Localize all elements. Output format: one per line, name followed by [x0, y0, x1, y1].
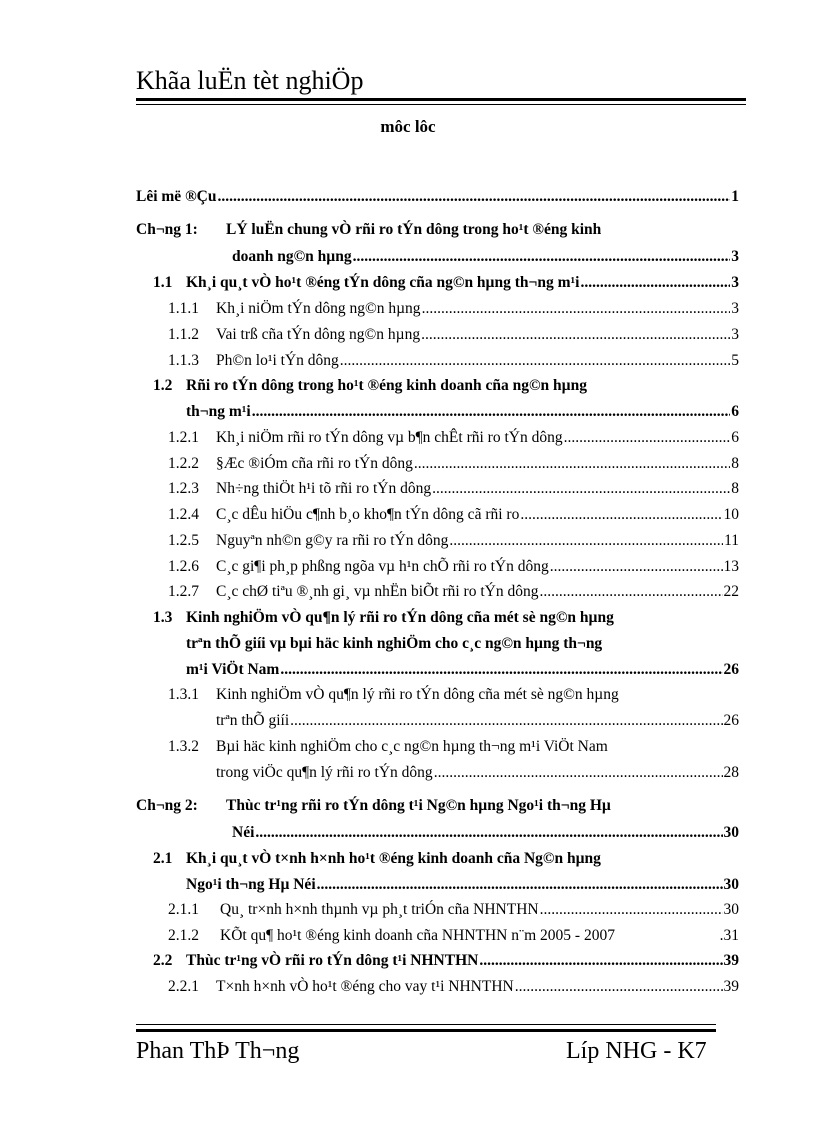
toc-page: 6 [731, 429, 739, 446]
toc-num: Ch¬ng 1: [136, 221, 198, 238]
toc-num: 1.3.2 [168, 738, 199, 755]
toc-num: 1.2 [153, 377, 173, 394]
toc-text: Rñi ro tÝn dông trong ho¹t ®éng kinh doanh cña ng©n hµng [186, 377, 587, 394]
toc-entry-1-2-3[interactable] [168, 478, 739, 500]
toc-entry-1-3[interactable] [153, 607, 739, 629]
toc-text: Kinh nghiÖm vÒ qu¶n lý rñi ro tÝn dông cña mét sè ng©n hµng [216, 686, 619, 703]
toc-text: Kh¸i niÖm tÝn dông ng©n hµng [216, 300, 421, 317]
toc-text: LÝ luËn chung vÒ rñi ro tÝn dông trong ho¹t ®éng kinh [226, 221, 602, 238]
toc-entry-2-1-1[interactable] [168, 899, 739, 921]
toc-text-cont: doanh ng©n hµng [232, 248, 352, 265]
toc-page: 11 [724, 532, 739, 549]
toc-entry-1-3-1[interactable] [168, 684, 739, 706]
toc-page: 3 [731, 248, 739, 265]
toc-entry-1-1-3[interactable] [168, 350, 739, 372]
toc-num: 1.2.5 [168, 532, 199, 549]
toc-page: .31 [719, 927, 739, 944]
toc-text: Kh¸i qu¸t vÒ ho¹t ®éng tÝn dông cña ng©n hµng th¬ng m¹i [186, 274, 580, 291]
toc-text: Kinh nghiÖm vÒ qu¶n lý rñi ro tÝn dông cña mét sè ng©n hµng [186, 609, 614, 626]
header-rule-thick [136, 98, 746, 101]
toc-text-cont: Néi [232, 824, 255, 841]
toc-entry-1-2-4[interactable] [168, 504, 739, 526]
toc-num: 1.2.6 [168, 558, 199, 575]
toc-entry-2-2-1[interactable] [168, 976, 739, 998]
toc-entry-1-2-cont[interactable] [186, 401, 739, 423]
footer-class: Líp NHG - K7 [566, 1038, 707, 1064]
toc-page: 6 [731, 403, 739, 420]
toc-num: 1.1.3 [168, 352, 199, 369]
toc-page: 28 [723, 764, 739, 781]
toc-num: 1.2.3 [168, 480, 199, 497]
toc-num: 1.3.1 [168, 686, 199, 703]
toc-num: Ch¬ng 2: [136, 797, 198, 814]
toc-page: 8 [731, 455, 739, 472]
toc-num: 1.3 [153, 609, 173, 626]
toc-page: 13 [723, 558, 739, 575]
toc-text: Ph©n lo¹i tÝn dông [216, 352, 339, 369]
toc-entry-1-1-1[interactable] [168, 298, 739, 320]
toc-num: 2.2 [153, 952, 173, 969]
toc-page: 1 [731, 188, 739, 205]
footer-rule-thin [136, 1024, 716, 1025]
toc-entry-chapter-1-cont[interactable] [232, 246, 739, 268]
toc-text: KÕt qu¶ ho¹t ®éng kinh doanh cña NHNTHN n¨m 2005 - 2007 [220, 927, 615, 944]
toc-num: 1.2.7 [168, 583, 199, 600]
toc-text: T×nh h×nh vÒ ho¹t ®éng cho vay t¹i NHNTHN [216, 978, 514, 995]
toc-num: 2.1.2 [168, 927, 199, 944]
toc-text: Nguyªn nh©n g©y ra rñi ro tÝn dông [216, 532, 449, 549]
toc-text-cont: th¬ng m¹i [186, 403, 251, 420]
toc-text: Thùc tr¹ng vÒ rñi ro tÝn dông t¹i NHNTHN [186, 952, 479, 969]
toc-text-cont: trong viÖc qu¶n lý rñi ro tÝn dông [216, 764, 433, 781]
toc-entry-1-2-2[interactable] [168, 453, 739, 475]
toc-page: 30 [723, 824, 739, 841]
toc-page: 26 [723, 661, 739, 678]
toc-text-cont: m¹i ViÖt Nam [186, 661, 280, 678]
toc-text: C¸c chØ tiªu ®¸nh gi¸ vµ nhËn biÕt rñi ro tÝn dông [216, 583, 539, 600]
toc-page: 10 [723, 506, 739, 523]
toc-num: 1.2.1 [168, 429, 199, 446]
toc-entry-2-1-cont[interactable] [186, 874, 739, 896]
toc-entry-1-1-2[interactable] [168, 324, 739, 346]
toc-page: 3 [731, 274, 739, 291]
toc-text: Kh¸i qu¸t vÒ t×nh h×nh ho¹t ®éng kinh doanh cña Ng©n hµng [186, 850, 601, 867]
toc-entry-chapter-1[interactable] [136, 219, 739, 241]
toc-entry-2-1-2[interactable] [168, 925, 739, 947]
toc-page: 30 [723, 901, 739, 918]
toc-page: 39 [723, 978, 739, 995]
toc-num: 1.2.2 [168, 455, 199, 472]
toc-page: 3 [731, 326, 739, 343]
toc-entry-1-2-7[interactable] [168, 581, 739, 603]
toc-entry-1-2[interactable] [153, 375, 739, 397]
toc-entry-1-3-cont[interactable] [186, 659, 739, 681]
toc-text: Lêi më ®Çu [136, 188, 217, 205]
toc-page: 30 [723, 876, 739, 893]
toc-entry-1-2-5[interactable] [168, 530, 739, 552]
toc-num: 1.2.4 [168, 506, 199, 523]
toc-text: Vai trß cña tÝn dông ng©n hµng [216, 326, 421, 343]
footer-rule-thick [136, 1029, 716, 1032]
toc-num: 1.1 [153, 274, 173, 291]
toc-entry-2-1[interactable] [153, 848, 739, 870]
toc-page: 8 [731, 480, 739, 497]
header-rule-thin [136, 104, 746, 105]
toc-entry-chapter-2-cont[interactable] [232, 822, 739, 844]
toc-entry-intro[interactable] [136, 186, 739, 208]
toc-num: 2.1 [153, 850, 173, 867]
toc-num: 1.1.1 [168, 300, 199, 317]
toc-entry-1-3-cont2[interactable] [186, 633, 739, 655]
toc-text: Bµi häc kinh nghiÖm cho c¸c ng©n hµng th¬ng m¹i ViÖt Nam [216, 738, 608, 755]
toc-entry-chapter-2[interactable] [136, 795, 739, 817]
toc-text: Kh¸i niÖm rñi ro tÝn dông vµ b¶n chÊt rñi ro tÝn dông [216, 429, 563, 446]
toc-num: 1.1.2 [168, 326, 199, 343]
toc-num: 2.1.1 [168, 901, 199, 918]
toc-entry-1-3-2[interactable] [168, 736, 739, 758]
toc-heading: môc lôc [380, 117, 436, 136]
page-header-title: Khãa luËn tèt nghiÖp [136, 66, 364, 95]
toc-text: §Æc ®iÓm cña rñi ro tÝn dông [216, 455, 413, 472]
toc-text: Thùc tr¹ng rñi ro tÝn dông t¹i Ng©n hµng Ngo¹i th¬ng Hµ [226, 797, 611, 814]
footer-author: Phan ThÞ Th¬ng [136, 1038, 300, 1064]
toc-entry-2-2[interactable] [153, 950, 739, 972]
toc-page: 5 [731, 352, 739, 369]
toc-page: 22 [723, 583, 739, 600]
toc-page: 26 [723, 712, 739, 729]
toc-entry-1-3-1-cont[interactable] [216, 710, 739, 732]
toc-page: 3 [731, 300, 739, 317]
toc-entry-1-3-2-cont[interactable] [216, 762, 739, 784]
toc-text-cont: Ngo¹i th¬ng Hµ Néi [186, 876, 316, 893]
toc-num: 2.2.1 [168, 978, 199, 995]
toc-text: C¸c gi¶i ph¸p phßng ngõa vµ h¹n chÕ rñi ro tÝn dông [216, 558, 549, 575]
toc-text-cont: trªn thÕ giíi [216, 712, 290, 729]
toc-text-cont2: trªn thÕ giíi vµ bµi häc kinh nghiÖm cho c¸c ng©n hµng th¬ng [186, 635, 603, 652]
toc-entry-1-1[interactable] [153, 272, 739, 294]
toc-entry-1-2-1[interactable] [168, 427, 739, 449]
toc-page: 39 [723, 952, 739, 969]
toc-text: Nh÷ng thiÖt h¹i tõ rñi ro tÝn dông [216, 480, 432, 497]
toc-entry-1-2-6[interactable] [168, 556, 739, 578]
toc-text: C¸c dÊu hiÖu c¶nh b¸o kho¶n tÝn dông cã rñi ro [216, 506, 520, 523]
toc-text: Qu¸ tr×nh h×nh thµnh vµ ph¸t triÓn cña NHNTHN [220, 901, 539, 918]
